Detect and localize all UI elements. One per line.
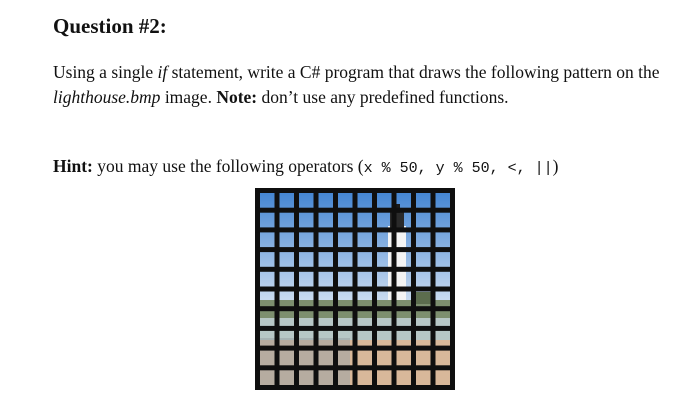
grid-line-horizontal <box>255 385 455 390</box>
para-text-2: statement, write a C# program that draws the following pattern on the <box>167 62 660 82</box>
grid-line-horizontal <box>255 287 455 292</box>
hint-close: ) <box>552 156 559 176</box>
if-keyword: if <box>157 62 168 82</box>
filename: lighthouse.bmp <box>53 87 161 107</box>
hint-line <box>53 154 683 181</box>
para-text-4: don’t use any predefined functions. <box>257 87 509 107</box>
lighthouse-grid-figure <box>255 188 455 390</box>
note-label: Note: <box>216 87 258 107</box>
question-title: Question #2: <box>53 14 167 38</box>
grid-line-vertical <box>392 188 397 390</box>
para-text-3: image. <box>160 87 217 107</box>
question-paragraph <box>53 60 673 110</box>
grid-line-vertical <box>431 188 436 390</box>
grid-line-vertical <box>450 188 455 390</box>
para-text-1: Using a single <box>53 62 158 82</box>
grid-line-horizontal <box>255 326 455 331</box>
grid-line-horizontal <box>255 346 455 351</box>
grid-line-horizontal <box>255 306 455 311</box>
grid-line-vertical <box>372 188 377 390</box>
hint-text: you may use the following operators ( <box>92 156 364 176</box>
lighthouse-image <box>255 188 455 390</box>
grid-line-vertical <box>411 188 416 390</box>
hint-operators: x % 50, y % 50, <, || <box>363 160 553 177</box>
grid-line-horizontal <box>255 365 455 370</box>
hint-label: Hint: <box>53 156 93 176</box>
